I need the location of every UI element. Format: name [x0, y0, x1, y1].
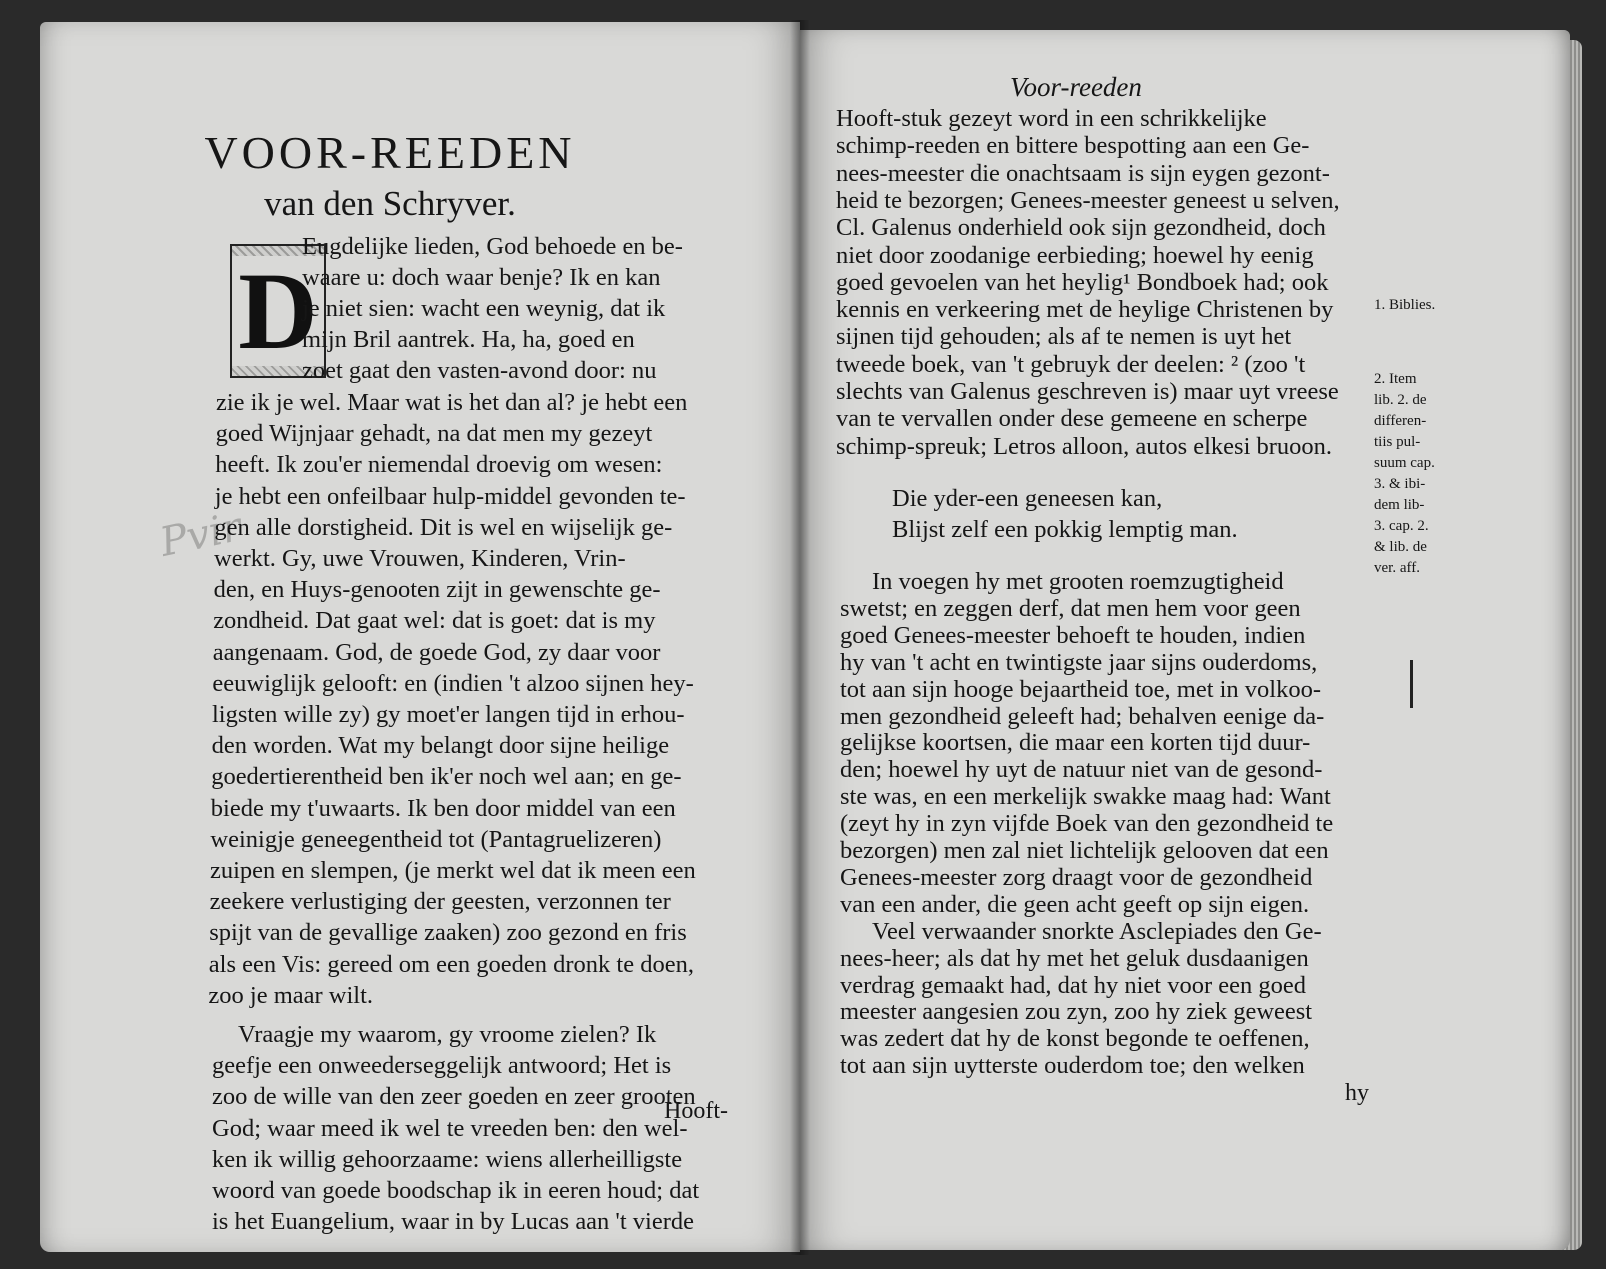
right-text-line: schimp-spreuk; Letros alloon, autos elkesi bruoon. [836, 432, 1333, 460]
verse-line: Blijst zelf een pokkig lemptig man. [892, 516, 1238, 543]
margin-note-line: lib. 2. de [1374, 392, 1427, 408]
right-text-line: tot aan sijn uytterste ouderdom toe; den welken [840, 1052, 1305, 1080]
right-text-line: den; hoewel hy uyt de natuur niet van de gesond- [840, 756, 1323, 784]
right-text-line: bezorgen) men zal niet lichtelijk gelooven dat een [840, 837, 1329, 864]
right-text-line: nees-heer; als dat hy met het geluk dusdaanigen [840, 944, 1309, 972]
drop-cap-letter: D [232, 256, 323, 366]
left-text-line: heeft. Ik zou'er niemendal droevig om wesen: [215, 451, 663, 479]
left-text-line: zeekere verlustiging der geesten, verzonnen ter [209, 888, 671, 916]
margin-note-line: 2. Item [1374, 371, 1417, 387]
left-text-line: geefje een onweederseggelijk antwoord; Het is [212, 1052, 672, 1080]
pencil-annotation: Pvir [156, 504, 246, 566]
left-text-line: weinigje geneegentheid tot (Pantagruelizeren) [210, 825, 662, 853]
right-text-line: swetst; en zeggen derf, dat men hem voor geen [840, 594, 1301, 622]
left-text-line: biede my t'uwaarts. Ik ben door middel van een [210, 794, 676, 822]
right-text-line: meester aangesien zou zyn, zoo hy ziek geweest [840, 998, 1313, 1026]
left-text-line: den, en Huys-genooten zijt in gewenschte ge- [213, 576, 661, 604]
left-page [40, 22, 800, 1252]
right-text-line: Veel verwaander snorkte Asclepiades den Ge- [872, 917, 1322, 945]
left-catchword: Hooft- [664, 1098, 728, 1124]
right-text-line: van te vervallen onder dese gemeene en scherpe [836, 405, 1308, 433]
left-text-line: je niet sien: wacht een weynig, dat ik [302, 295, 666, 322]
right-text-line: Hooft-stuk gezeyt word in een schrikkelijke [836, 105, 1267, 132]
left-text-line: gen alle dorstigheid. Dit is wel en wijselijk ge- [214, 513, 673, 541]
left-text-line: God; waar meed ik wel te vreeden ben: den wel- [212, 1114, 688, 1142]
margin-note-line: tiis pul- [1374, 434, 1421, 450]
right-page [800, 30, 1570, 1250]
gutter-shadow [790, 20, 810, 1255]
margin-note-line: 3. cap. 2. [1374, 518, 1429, 534]
right-text-line: heid te bezorgen; Genees-meester geneest u selven, [836, 186, 1340, 214]
right-text-line: In voegen hy met grooten roemzugtigheid [872, 568, 1284, 595]
left-text-line: Vraagje my waarom, gy vroome zielen? Ik [238, 1021, 657, 1048]
right-text-line: hy van 't acht en twintigste jaar sijns ouderdoms, [840, 648, 1318, 676]
left-text-line: zondheid. Dat gaat wel: dat is goet: dat is my [213, 607, 656, 635]
left-text-line: goed Wijnjaar gehadt, na dat men my gezeyt [215, 420, 653, 448]
margin-note-line: differen- [1374, 413, 1427, 429]
chapter-title: VOOR-REEDEN [204, 127, 576, 178]
left-text-line: zoo de wille van den zeer goeden en zeer grooten [212, 1083, 696, 1111]
right-text-line: slechts van Galenus geschreven is) maar uyt vreese [836, 378, 1339, 405]
margin-note-line: 1. Biblies. [1374, 297, 1436, 313]
left-text-line: eeuwiglijk gelooft: en (indien 't alzoo sijnen hey- [212, 669, 694, 697]
right-catchword: hy [1345, 1080, 1369, 1106]
right-text-line: Cl. Galenus onderhield ook sijn gezondheid, doch [836, 214, 1326, 242]
margin-note-line: ver. aff. [1374, 560, 1420, 576]
right-text-line: goed Genees-meester behoeft te houden, indien [840, 621, 1306, 649]
right-text-line: ste was, en een merkelijk swakke maag had: Want [840, 783, 1331, 811]
left-text-line: als een Vis: gereed om een goeden dronk te doen, [208, 950, 694, 978]
right-text-line: schimp-reeden en bittere bespotting aan een Ge- [836, 132, 1310, 160]
left-text-line: waare u: doch waar benje? Ik en kan [302, 264, 661, 291]
right-text-line: was zedert dat hy de konst begonde te oeffenen, [840, 1025, 1310, 1053]
margin-note-line: dem lib- [1374, 497, 1425, 513]
chapter-subtitle: van den Schryver. [264, 184, 516, 223]
margin-rule-mark [1410, 660, 1413, 708]
left-text-line: aangenaam. God, de goede God, zy daar voor [212, 638, 661, 666]
left-text-line: den worden. Wat my belangt door sijne heilige [211, 732, 670, 760]
right-text-line: kennis en verkeering met de heylige Christenen by [836, 296, 1334, 324]
left-text-line: zuipen en slempen, (je merkt wel dat ik meen een [210, 857, 696, 884]
left-text-line: zoet gaat den vasten-avond door: nu [302, 357, 657, 384]
left-text-line: ken ik willig gehoorzaame: wiens allerheilligste [212, 1145, 683, 1173]
right-text-line: van een ander, die geen acht geeft op sijn eigen. [840, 890, 1310, 918]
margin-note-line: & lib. de [1374, 539, 1427, 555]
right-text-line: niet door zoodanige eerbieding; hoewel hy eenig [836, 241, 1314, 269]
right-text-line: nees-meester die onachtsaam is sijn eygen gezont- [836, 159, 1330, 187]
left-text-line: spijt van de gevallige zaaken) zoo gezond en fris [209, 919, 687, 947]
left-text-line: is het Euangelium, waar in by Lucas aan 't vierde [212, 1208, 694, 1236]
right-text-line: goed gevoelen van het heylig¹ Bondboek had; ook [836, 268, 1329, 296]
left-text-line: goedertierentheid ben ik'er noch wel aan; en ge- [211, 763, 682, 791]
margin-note-line: suum cap. [1374, 455, 1435, 471]
verse-line: Die yder-een geneesen kan, [892, 485, 1163, 512]
left-text-line: zoo je maar wilt. [208, 981, 374, 1009]
left-text-line: zie ik je wel. Maar wat is het dan al? je hebt een [216, 389, 688, 416]
right-text-line: sijnen tijd gehouden; als af te nemen is uyt het [836, 323, 1292, 351]
left-text-line: ligsten wille zy) gy moet'er langen tijd in erhou- [212, 701, 685, 728]
running-head: Voor-reeden [1010, 72, 1142, 102]
left-text-line: woord van goede boodschap ik in eeren houd; dat [212, 1177, 700, 1204]
right-text-line: tot aan sijn hooge bejaartheid toe, met in volkoo- [840, 675, 1322, 703]
left-text-line: mijn Bril aantrek. Ha, ha, goed en [302, 326, 635, 353]
right-text-line: men gezondheid geleeft had; behalven eenige da- [840, 702, 1325, 730]
right-text-line: verdrag gemaakt had, dat hy niet voor een goed [840, 971, 1307, 999]
right-text-line: (zeyt hy in zyn vijfde Boek van den gezondheid te [840, 810, 1334, 838]
right-text-line: gelijkse koortsen, die maar een korten tijd duur- [840, 729, 1311, 757]
margin-note-line: 3. & ibi- [1374, 476, 1426, 492]
left-text-line: je hebt een onfeilbaar hulp-middel gevonden te- [214, 482, 686, 510]
right-text-line: tweede boek, van 't gebruyk der deelen: ² (zoo 't [836, 350, 1306, 378]
left-text-line: werkt. Gy, uwe Vrouwen, Kinderen, Vrin- [214, 545, 626, 572]
right-text-line: Genees-meester zorg draagt voor de gezondheid [840, 863, 1313, 891]
left-text-line: Eugdelijke lieden, God behoede en be- [302, 233, 683, 260]
